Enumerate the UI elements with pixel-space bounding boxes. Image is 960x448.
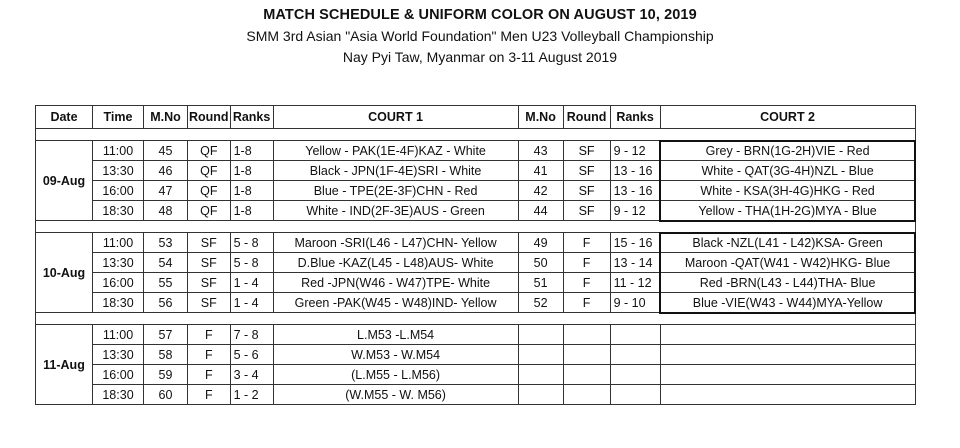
cell-ranks-2 xyxy=(610,345,660,365)
section-spacer xyxy=(36,221,916,233)
cell-ranks-2: 11 - 12 xyxy=(610,273,660,293)
cell-ranks: 1 - 2 xyxy=(230,385,273,405)
cell-court1: Green -PAK(W45 - W48)IND- Yellow xyxy=(273,293,518,313)
cell-match-no: 48 xyxy=(144,201,188,221)
table-row xyxy=(36,181,916,201)
cell-match-no: 56 xyxy=(144,293,188,313)
cell-court2 xyxy=(660,325,915,345)
table-row xyxy=(36,141,916,161)
table-row xyxy=(36,201,916,221)
document-header xyxy=(0,4,960,68)
cell-round: F xyxy=(188,365,231,385)
cell-match-no-2: 41 xyxy=(518,161,563,181)
document-subtitle: SMM 3rd Asian "Asia World Foundation" Men U23 Volleyball Championship xyxy=(246,28,714,44)
cell-court2: Black -NZL(L41 - L42)KSA- Green xyxy=(660,233,915,253)
cell-ranks: 1-8 xyxy=(230,141,273,161)
spacer-cell xyxy=(36,129,916,141)
cell-round: QF xyxy=(188,161,231,181)
cell-ranks-2 xyxy=(610,385,660,405)
cell-ranks-2: 13 - 14 xyxy=(610,253,660,273)
cell-round-2: SF xyxy=(563,201,610,221)
cell-court2: Grey - BRN(1G-2H)VIE - Red xyxy=(660,141,915,161)
cell-round: SF xyxy=(188,233,231,253)
cell-court1: (W.M55 - W. M56) xyxy=(273,385,518,405)
document-title: MATCH SCHEDULE & UNIFORM COLOR ON AUGUST 10, 2019 xyxy=(263,7,697,23)
cell-ranks-2 xyxy=(610,365,660,385)
cell-round: SF xyxy=(188,253,231,273)
col-header-date: Date xyxy=(36,106,93,129)
spacer-cell xyxy=(36,221,916,233)
cell-round: QF xyxy=(188,181,231,201)
col-header-court2: COURT 2 xyxy=(660,106,915,129)
col-header-court1: COURT 1 xyxy=(273,106,518,129)
section-spacer xyxy=(36,313,916,325)
cell-court1: White - IND(2F-3E)AUS - Green xyxy=(273,201,518,221)
cell-ranks: 1 - 4 xyxy=(230,293,273,313)
table-row xyxy=(36,233,916,253)
cell-court1: W.M53 - W.M54 xyxy=(273,345,518,365)
cell-ranks-2: 9 - 12 xyxy=(610,141,660,161)
cell-time: 11:00 xyxy=(93,141,144,161)
cell-match-no: 45 xyxy=(144,141,188,161)
table-row xyxy=(36,253,916,273)
cell-round-2: SF xyxy=(563,141,610,161)
cell-court2: Red -BRN(L43 - L44)THA- Blue xyxy=(660,273,915,293)
cell-time: 13:30 xyxy=(93,161,144,181)
cell-round: F xyxy=(188,385,231,405)
col-header-time: Time xyxy=(93,106,144,129)
cell-court2: Maroon -QAT(W41 - W42)HKG- Blue xyxy=(660,253,915,273)
cell-ranks: 7 - 8 xyxy=(230,325,273,345)
cell-court2: White - QAT(3G-4H)NZL - Blue xyxy=(660,161,915,181)
cell-court2: White - KSA(3H-4G)HKG - Red xyxy=(660,181,915,201)
cell-time: 13:30 xyxy=(93,345,144,365)
cell-ranks-2: 9 - 12 xyxy=(610,201,660,221)
cell-round: QF xyxy=(188,141,231,161)
cell-ranks: 5 - 8 xyxy=(230,233,273,253)
cell-round-2 xyxy=(563,365,610,385)
table-row xyxy=(36,385,916,405)
cell-round-2: F xyxy=(563,253,610,273)
cell-time: 11:00 xyxy=(93,325,144,345)
table-row xyxy=(36,345,916,365)
cell-time: 16:00 xyxy=(93,273,144,293)
cell-ranks: 1-8 xyxy=(230,181,273,201)
cell-match-no-2 xyxy=(518,385,563,405)
col-header-match-no: M.No xyxy=(144,106,188,129)
date-cell: 10-Aug xyxy=(36,233,93,313)
cell-match-no: 58 xyxy=(144,345,188,365)
cell-round-2: SF xyxy=(563,181,610,201)
cell-match-no: 57 xyxy=(144,325,188,345)
cell-ranks: 3 - 4 xyxy=(230,365,273,385)
cell-court1: Maroon -SRI(L46 - L47)CHN- Yellow xyxy=(273,233,518,253)
header-row xyxy=(36,106,916,129)
col-header-match-no-2: M.No xyxy=(518,106,563,129)
cell-time: 18:30 xyxy=(93,201,144,221)
cell-round: F xyxy=(188,345,231,365)
cell-match-no: 54 xyxy=(144,253,188,273)
document-location: Nay Pyi Taw, Myanmar on 3-11 August 2019 xyxy=(342,49,618,65)
cell-time: 11:00 xyxy=(93,233,144,253)
cell-ranks-2: 15 - 16 xyxy=(610,233,660,253)
table-row xyxy=(36,293,916,313)
cell-round: SF xyxy=(188,273,231,293)
cell-court1: Yellow - PAK(1E-4F)KAZ - White xyxy=(273,141,518,161)
cell-court1: D.Blue -KAZ(L45 - L48)AUS- White xyxy=(273,253,518,273)
schedule-table xyxy=(35,105,916,405)
cell-match-no: 55 xyxy=(144,273,188,293)
cell-ranks-2: 9 - 10 xyxy=(610,293,660,313)
cell-ranks: 1-8 xyxy=(230,201,273,221)
cell-time: 18:30 xyxy=(93,293,144,313)
cell-round-2: F xyxy=(563,293,610,313)
cell-match-no: 53 xyxy=(144,233,188,253)
cell-ranks: 5 - 6 xyxy=(230,345,273,365)
cell-round-2: F xyxy=(563,273,610,293)
cell-match-no-2: 52 xyxy=(518,293,563,313)
cell-time: 18:30 xyxy=(93,385,144,405)
col-header-ranks: Ranks xyxy=(230,106,273,129)
table-row xyxy=(36,325,916,345)
cell-match-no-2 xyxy=(518,325,563,345)
cell-court2 xyxy=(660,385,915,405)
cell-round-2: SF xyxy=(563,161,610,181)
cell-match-no: 60 xyxy=(144,385,188,405)
cell-match-no: 46 xyxy=(144,161,188,181)
section-spacer xyxy=(36,129,916,141)
cell-court1: Red -JPN(W46 - W47)TPE- White xyxy=(273,273,518,293)
cell-court2 xyxy=(660,345,915,365)
cell-round-2: F xyxy=(563,233,610,253)
cell-match-no-2: 51 xyxy=(518,273,563,293)
cell-ranks-2: 13 - 16 xyxy=(610,161,660,181)
cell-court1: Blue - TPE(2E-3F)CHN - Red xyxy=(273,181,518,201)
cell-match-no-2: 43 xyxy=(518,141,563,161)
cell-match-no-2: 49 xyxy=(518,233,563,253)
cell-round-2 xyxy=(563,325,610,345)
cell-court2: Blue -VIE(W43 - W44)MYA-Yellow xyxy=(660,293,915,313)
cell-match-no: 59 xyxy=(144,365,188,385)
cell-time: 16:00 xyxy=(93,365,144,385)
cell-court1: Black - JPN(1F-4E)SRI - White xyxy=(273,161,518,181)
cell-ranks-2: 13 - 16 xyxy=(610,181,660,201)
cell-court1: (L.M55 - L.M56) xyxy=(273,365,518,385)
table-row xyxy=(36,365,916,385)
cell-time: 13:30 xyxy=(93,253,144,273)
cell-ranks: 1-8 xyxy=(230,161,273,181)
cell-ranks-2 xyxy=(610,325,660,345)
cell-round: QF xyxy=(188,201,231,221)
cell-match-no-2 xyxy=(518,345,563,365)
date-cell: 11-Aug xyxy=(36,325,93,405)
cell-time: 16:00 xyxy=(93,181,144,201)
col-header-ranks-2: Ranks xyxy=(610,106,660,129)
col-header-round-2: Round xyxy=(563,106,610,129)
cell-court2 xyxy=(660,365,915,385)
table-row xyxy=(36,273,916,293)
col-header-round: Round xyxy=(188,106,231,129)
spacer-cell xyxy=(36,313,916,325)
cell-round: F xyxy=(188,325,231,345)
cell-round: SF xyxy=(188,293,231,313)
cell-ranks: 1 - 4 xyxy=(230,273,273,293)
cell-round-2 xyxy=(563,385,610,405)
cell-match-no-2: 44 xyxy=(518,201,563,221)
cell-court2: Yellow - THA(1H-2G)MYA - Blue xyxy=(660,201,915,221)
cell-match-no-2: 50 xyxy=(518,253,563,273)
cell-match-no: 47 xyxy=(144,181,188,201)
cell-ranks: 5 - 8 xyxy=(230,253,273,273)
table-row xyxy=(36,161,916,181)
cell-match-no-2 xyxy=(518,365,563,385)
date-cell: 09-Aug xyxy=(36,141,93,221)
cell-match-no-2: 42 xyxy=(518,181,563,201)
cell-round-2 xyxy=(563,345,610,365)
cell-court1: L.M53 -L.M54 xyxy=(273,325,518,345)
